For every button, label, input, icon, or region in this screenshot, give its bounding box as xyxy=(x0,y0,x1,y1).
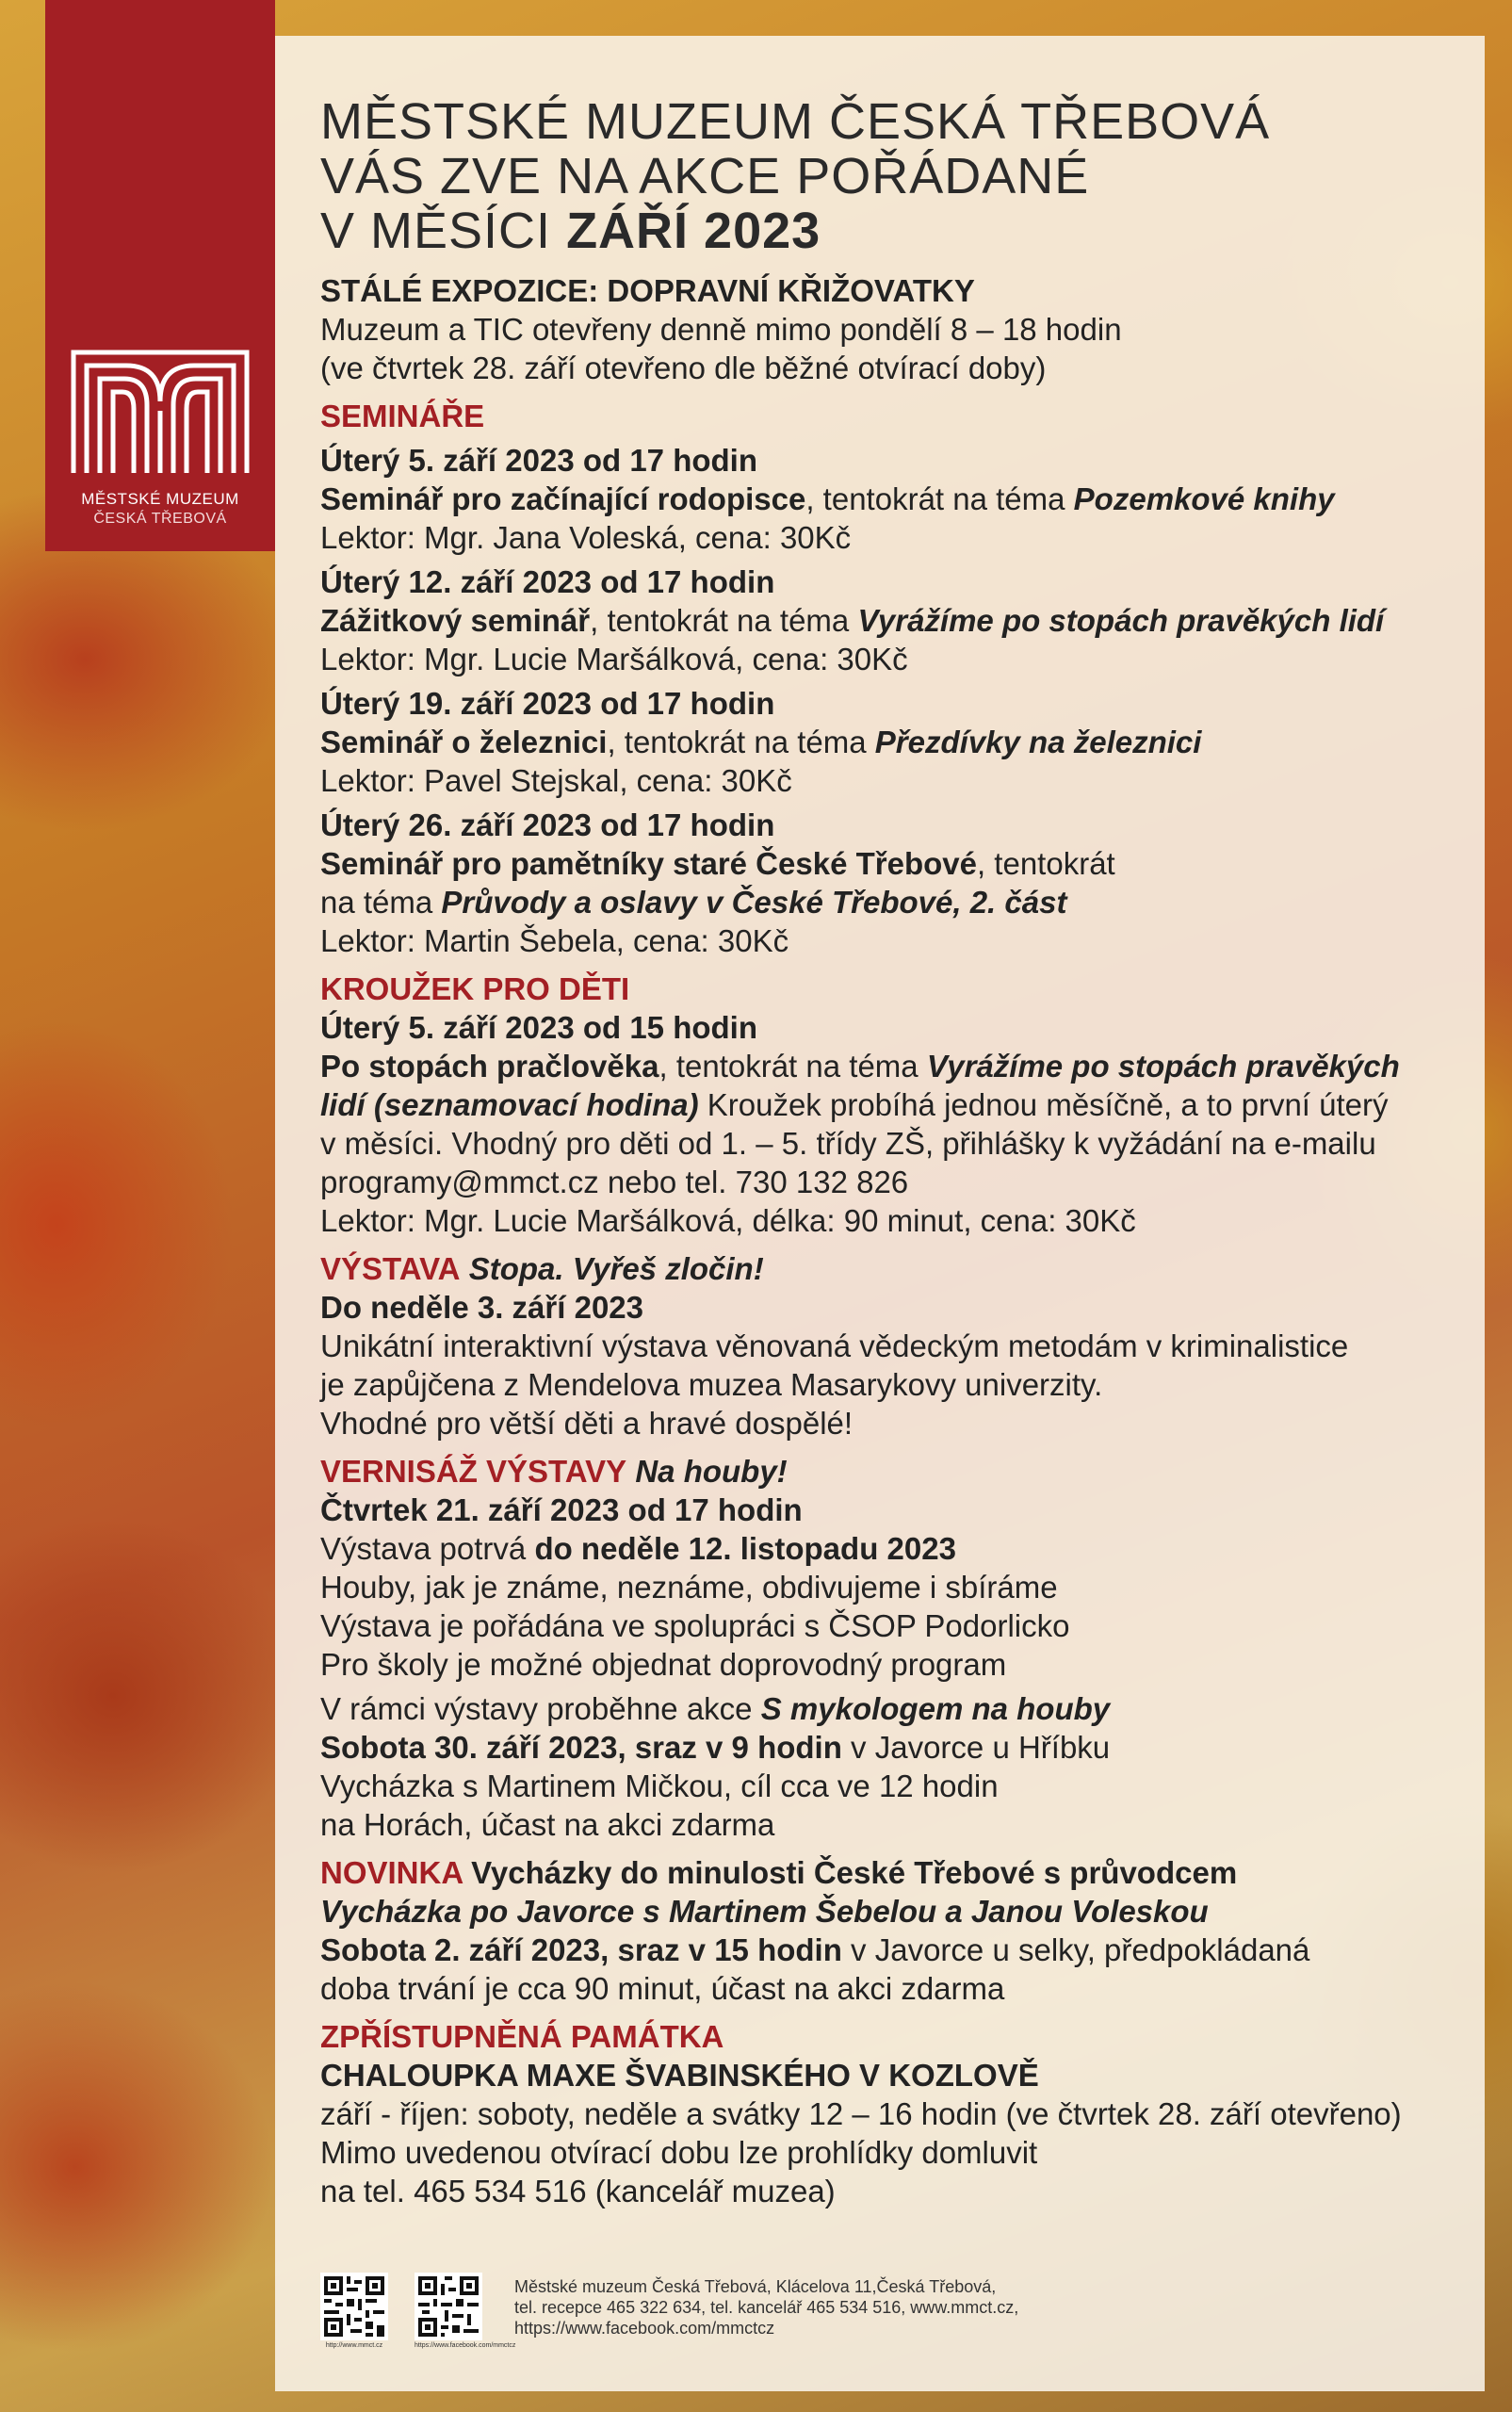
action-prefix: V rámci výstavy proběhne akce xyxy=(320,1691,761,1726)
kids-topic1: Vyrážíme po stopách pravěkých xyxy=(926,1049,1400,1084)
seminar-mid: , tentokrát xyxy=(976,846,1115,881)
action-text2: na Horách, účast na akci zdarma xyxy=(320,1807,775,1842)
seminars-section xyxy=(320,397,1451,960)
action-text1: Vycházka s Martinem Mičkou, cíl cca ve 12 hodin xyxy=(320,1768,999,1803)
seminar-lector: Lektor: Martin Šebela, cena: 30Kč xyxy=(320,923,789,958)
seminar-name: Seminář pro pamětníky staré České Třebové xyxy=(320,846,977,881)
monument-section xyxy=(320,2017,1451,2210)
footer-contact xyxy=(514,2276,1018,2339)
page-title xyxy=(320,94,1451,258)
kids-text2: v měsíci. Vhodný pro děti od 1. – 5. třídy ZŠ, přihlášky k vyžádání na e-mailu xyxy=(320,1126,1376,1161)
permanent-exhibition xyxy=(320,271,1451,387)
monument-text3: na tel. 465 534 516 (kancelář muzea) xyxy=(320,2174,836,2208)
seminar-date: Úterý 5. září 2023 od 17 hodin xyxy=(320,443,757,478)
exhibition-label: VÝSTAVA xyxy=(320,1251,461,1286)
seminar-name: Zážitkový seminář xyxy=(320,603,591,638)
museum-arch-logo-icon xyxy=(70,345,251,477)
program-content xyxy=(320,94,1451,2210)
mycology-walk xyxy=(320,1689,1451,1844)
qr-code-web[interactable] xyxy=(320,2273,388,2357)
exhibition-text2: je zapůjčena z Mendelova muzea Masarykovy univerzity. xyxy=(320,1367,1103,1402)
footer-facebook-link[interactable]: https://www.facebook.com/mmctcz xyxy=(514,2319,775,2338)
monument-text2: Mimo uvedenou otvírací dobu lze prohlídky domluvit xyxy=(320,2135,1038,2170)
seminar-item xyxy=(320,562,1451,678)
vernissage-until: do neděle 12. listopadu 2023 xyxy=(534,1531,956,1566)
exhibition-name: Stopa. Vyřeš zločin! xyxy=(468,1251,764,1286)
kids-name: Po stopách pračlověka xyxy=(320,1049,659,1084)
seminar-name: Seminář pro začínající rodopisce xyxy=(320,481,806,516)
monument-name: CHALOUPKA MAXE ŠVABINSKÉHO V KOZLOVĚ xyxy=(320,2058,1039,2093)
novinka-date: Sobota 2. září 2023, sraz v 15 hodin xyxy=(320,1932,842,1967)
seminar-lector: Lektor: Pavel Stejskal, cena: 30Kč xyxy=(320,763,792,798)
vernissage-text1: Houby, jak je známe, neznáme, obdivujeme i sbíráme xyxy=(320,1570,1058,1605)
seminar-item xyxy=(320,806,1451,960)
expo-hours: Muzeum a TIC otevřeny denně mimo pondělí 8 – 18 hodin xyxy=(320,312,1122,347)
kids-lector: Lektor: Mgr. Lucie Maršálková, délka: 90 minut, cena: 30Kč xyxy=(320,1203,1136,1238)
novinka-section xyxy=(320,1853,1451,2008)
novinka-label: NOVINKA xyxy=(320,1855,463,1890)
seminar-topic: Pozemkové knihy xyxy=(1073,481,1335,516)
novinka-text: doba trvání je cca 90 minut, účast na akci zdarma xyxy=(320,1971,1005,2006)
expo-note: (ve čtvrtek 28. září otevřeno dle běžné otvírací doby) xyxy=(320,350,1047,385)
kids-topic2: lidí (seznamovací hodina) xyxy=(320,1087,699,1122)
qr-code-icon xyxy=(415,2273,482,2340)
monument-text1: září - říjen: soboty, neděle a svátky 12 – 16 hodin (ve čtvrtek 28. září otevřeno) xyxy=(320,2096,1402,2131)
seminar-mid: , tentokrát na téma xyxy=(590,603,858,638)
vernissage-until-prefix: Výstava potrvá xyxy=(320,1531,535,1566)
qr-code-icon xyxy=(320,2273,388,2340)
title-line1: MĚSTSKÉ MUZEUM ČESKÁ TŘEBOVÁ xyxy=(320,93,1271,150)
vernissage-text3: Pro školy je možné objednat doprovodný program xyxy=(320,1647,1007,1682)
title-line3-prefix: V MĚSÍCI xyxy=(320,203,552,259)
seminar-lector: Lektor: Mgr. Jana Voleská, cena: 30Kč xyxy=(320,520,852,555)
novinka-title: Vycházky do minulosti České Třebové s průvodcem xyxy=(462,1855,1238,1890)
footer xyxy=(320,2273,1451,2357)
expo-heading: STÁLÉ EXPOZICE: DOPRAVNÍ KŘIŽOVATKY xyxy=(320,273,975,308)
novinka-place: v Javorce u selky, předpokládaná xyxy=(841,1932,1310,1967)
exhibition-text3: Vhodné pro větší děti a hravé dospělé! xyxy=(320,1406,854,1441)
qr2-caption: https://www.facebook.com/mmctcz xyxy=(415,2342,516,2349)
seminar-topic: Vyrážíme po stopách pravěkých lidí xyxy=(857,603,1385,638)
monument-heading: ZPŘÍSTUPNĚNÁ PAMÁTKA xyxy=(320,2019,724,2054)
kids-heading: KROUŽEK PRO DĚTI xyxy=(320,971,630,1006)
seminar-date: Úterý 12. září 2023 od 17 hodin xyxy=(320,564,775,599)
kids-text1: Kroužek probíhá jednou měsíčně, a to první úterý xyxy=(698,1087,1389,1122)
qr1-caption: http://www.mmct.cz xyxy=(325,2342,383,2349)
seminars-heading: SEMINÁŘE xyxy=(320,399,485,433)
exhibition-section xyxy=(320,1249,1451,1442)
seminar-date: Úterý 26. září 2023 od 17 hodin xyxy=(320,807,775,842)
seminar-topic: Přezdívky na železnici xyxy=(874,725,1202,759)
seminar-mid2: na téma xyxy=(320,885,442,920)
logo-text-line1: MĚSTSKÉ MUZEUM xyxy=(81,490,239,508)
seminar-mid: , tentokrát na téma xyxy=(805,481,1074,516)
vernissage-text2: Výstava je pořádána ve spolupráci s ČSOP Podorlicko xyxy=(320,1608,1070,1643)
seminar-topic: Průvody a oslavy v České Třebové, 2. část xyxy=(441,885,1067,920)
seminar-name: Seminář o železnici xyxy=(320,725,608,759)
seminar-mid: , tentokrát na téma xyxy=(607,725,875,759)
seminar-lector: Lektor: Mgr. Lucie Maršálková, cena: 30Kč xyxy=(320,642,908,676)
vernissage-section xyxy=(320,1452,1451,1844)
title-line2: VÁS ZVE NA AKCE POŘÁDANÉ xyxy=(320,148,1090,204)
qr-code-facebook[interactable] xyxy=(415,2273,516,2357)
kids-section xyxy=(320,970,1451,1240)
museum-logo xyxy=(45,0,275,551)
footer-address: Městské muzeum Česká Třebová, Klácelova 11,Česká Třebová, xyxy=(514,2277,997,2296)
action-date: Sobota 30. září 2023, sraz v 9 hodin xyxy=(320,1730,842,1765)
action-name: S mykologem na houby xyxy=(760,1691,1111,1726)
novinka-subtitle: Vycházka po Javorce s Martinem Šebelou a Janou Voleskou xyxy=(320,1894,1209,1929)
logo-text-line2: ČESKÁ TŘEBOVÁ xyxy=(93,511,227,527)
kids-contact: programy@mmct.cz nebo tel. 730 132 826 xyxy=(320,1165,909,1199)
kids-mid: , tentokrát na téma xyxy=(658,1049,927,1084)
title-month: ZÁŘÍ 2023 xyxy=(566,203,821,259)
exhibition-text1: Unikátní interaktivní výstava věnovaná vědeckým metodám v kriminalistice xyxy=(320,1328,1349,1363)
vernissage-label: VERNISÁŽ VÝSTAVY xyxy=(320,1454,627,1489)
kids-date: Úterý 5. září 2023 od 15 hodin xyxy=(320,1010,757,1045)
seminar-date: Úterý 19. září 2023 od 17 hodin xyxy=(320,686,775,721)
footer-phones: tel. recepce 465 322 634, tel. kancelář 465 534 516, www.mmct.cz, xyxy=(514,2298,1019,2317)
action-place: v Javorce u Hříbku xyxy=(841,1730,1111,1765)
vernissage-name: Na houby! xyxy=(635,1454,788,1489)
vernissage-date: Čtvrtek 21. září 2023 od 17 hodin xyxy=(320,1492,803,1527)
seminar-item xyxy=(320,441,1451,557)
exhibition-date: Do neděle 3. září 2023 xyxy=(320,1290,644,1325)
seminar-item xyxy=(320,684,1451,800)
title-line3 xyxy=(320,204,1451,258)
